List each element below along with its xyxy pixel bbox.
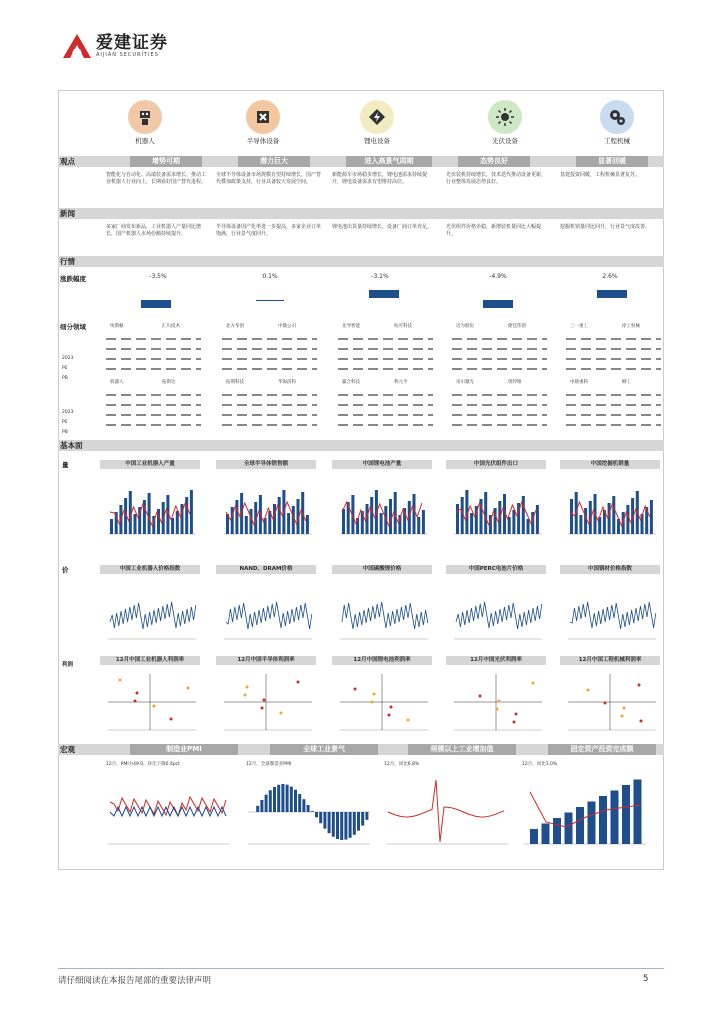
market-pct-2: 0.1%	[262, 273, 278, 280]
subsector-name: 迈为股份	[456, 324, 474, 329]
fund-chart-title: 12月中国光伏利润率	[446, 656, 546, 665]
subsector-figures	[566, 404, 661, 406]
subsector-figures	[338, 394, 433, 396]
subsector-figures	[106, 338, 201, 340]
subsector-label: 细分领域	[60, 323, 86, 331]
fund-chart	[446, 577, 546, 647]
sector-pv: 光伏设备	[470, 100, 540, 145]
fund-chart-title: NAND、DRAM价格	[216, 565, 316, 574]
subsector-figures	[338, 348, 433, 350]
valuation-row-label: PE	[62, 366, 68, 371]
market-pct-3: -3.1%	[371, 273, 389, 280]
subsector-figures	[338, 424, 433, 426]
valuation-row-label: PE	[62, 420, 68, 425]
fund-chart	[332, 668, 432, 738]
subsector-name: 中联重科	[570, 380, 588, 385]
market-label: 涨跌幅度	[60, 275, 86, 283]
fund-chart	[332, 472, 432, 542]
subsector-figures	[338, 404, 433, 406]
subsector-figures	[222, 394, 317, 396]
viewpoint-text-4: 光伏装机持续增长，技术迭代推动设备更新，行业整体发展态势良好。	[446, 172, 547, 185]
subsector-name: 帝尔激光	[456, 380, 474, 385]
subsector-figures	[106, 394, 201, 396]
sector-lithium: 锂电设备	[342, 100, 412, 145]
macro-chart	[240, 772, 376, 862]
fund-row-price: 价	[62, 566, 69, 574]
subsector-figures	[222, 424, 317, 426]
market-bar-1	[141, 300, 171, 308]
subsector-name: 奥特维	[508, 380, 522, 385]
subsector-figures	[452, 414, 547, 416]
macro-chart	[378, 772, 514, 862]
fund-chart	[216, 577, 316, 647]
battery-icon	[360, 100, 394, 134]
gear-icon	[600, 100, 634, 134]
chip-icon	[246, 100, 280, 134]
valuation-row-label: 2023	[62, 356, 74, 361]
subsector-name: 捷佳伟创	[508, 324, 526, 329]
viewpoint-pill-1: 增势可期	[130, 156, 202, 167]
section-macro: 宏观 制造业PMI 全球工业景气 规模以上工业增加值 固定资产投资完成额	[58, 744, 664, 755]
subsector-figures	[452, 368, 547, 370]
subsector-name: 赢合科技	[342, 380, 360, 385]
subsector-figures	[566, 338, 661, 340]
fund-chart-title: 中国工业机器人价格指数	[100, 565, 200, 574]
subsector-figures	[222, 358, 317, 360]
subsector-figures	[106, 368, 201, 370]
subsector-figures	[222, 368, 317, 370]
fund-chart	[560, 668, 660, 738]
fund-chart	[216, 472, 316, 542]
sector-machinery: 工程机械	[582, 100, 652, 145]
subsector-name: 拓斯达	[162, 380, 176, 385]
macro-note: 12月，同比6.8%	[384, 762, 420, 767]
news-text-1: 多家厂商发布新品，工业机器人产量同比增长，国产机器人市场份额持续提升。	[106, 224, 202, 237]
subsector-name: 利元亨	[394, 380, 408, 385]
fund-row-volume: 量	[62, 461, 69, 469]
company-logo	[62, 33, 168, 59]
fund-chart-title: 中国光伏组件出口	[446, 460, 546, 469]
viewpoint-text-5: 基建投资回暖，工程机械显著复苏。	[560, 172, 641, 178]
viewpoint-pill-5: 显著回暖	[576, 156, 648, 167]
sun-icon	[488, 100, 522, 134]
robot-icon	[128, 100, 162, 134]
subsector-name: 柳工	[622, 380, 631, 385]
subsector-name: 机器人	[110, 380, 124, 385]
market-bar-2	[256, 300, 284, 301]
sector-semi: 半导体设备	[228, 100, 298, 145]
section-viewpoint: 观点 增势可期 潜力巨大 进入高景气周期 态势良好 显著回暖	[58, 156, 664, 167]
viewpoint-text-3: 新能源车市场稳步增长，锂电池需求持续提升，锂电设备需求有望维持高位。	[332, 172, 428, 185]
news-text-4: 光伏组件价格企稳，新增装机量同比大幅提升。	[446, 224, 542, 237]
subsector-name: 北方华创	[226, 324, 244, 329]
logo-en: AIJIAN SECURITIES	[96, 52, 159, 58]
macro-chart	[516, 772, 652, 862]
viewpoint-pill-3: 进入高景气周期	[346, 156, 432, 167]
page-number: 5	[643, 974, 649, 984]
news-text-2: 半导体设备国产化率进一步提高，多家企业订单饱满，行业景气度回升。	[216, 224, 322, 237]
subsector-name: 徐工机械	[622, 324, 640, 329]
subsector-figures	[566, 368, 661, 370]
subsector-figures	[106, 404, 201, 406]
subsector-name: 埃斯顿	[110, 324, 124, 329]
fund-chart	[100, 668, 200, 738]
subsector-figures	[566, 358, 661, 360]
macro-pill-4: 固定资产投资完成额	[548, 744, 656, 755]
subsector-figures	[222, 348, 317, 350]
logo-icon	[62, 33, 92, 59]
fund-chart	[560, 472, 660, 542]
market-pct-4: -4.9%	[489, 273, 507, 280]
fund-chart-title: 中国挖掘机销量	[560, 460, 660, 469]
footer-disclaimer: 请仔细阅读在本报告尾部的重要法律声明	[58, 976, 212, 986]
macro-note: 12月，同比3.0%	[522, 762, 558, 767]
section-market: 行情	[58, 256, 664, 267]
section-fundamentals: 基本面	[58, 440, 664, 451]
subsector-figures	[338, 338, 433, 340]
subsector-figures	[106, 348, 201, 350]
subsector-figures	[338, 358, 433, 360]
subsector-name: 汇川技术	[162, 324, 180, 329]
fund-chart-title: 中国PERC电池片价格	[446, 565, 546, 574]
market-pct-1: -3.5%	[149, 273, 167, 280]
footer-divider	[58, 968, 664, 969]
market-bar-3	[369, 290, 399, 298]
subsector-name: 华海清科	[278, 380, 296, 385]
fund-chart-title: 12月中国工程机械利润率	[560, 656, 660, 665]
fund-chart	[216, 668, 316, 738]
fund-chart-title: 中国钢材价格指数	[560, 565, 660, 574]
fund-chart	[446, 668, 546, 738]
sector-icons	[110, 100, 650, 150]
fund-chart-title: 中国锂电池产量	[332, 460, 432, 469]
macro-note: 12月，PMI为49.0，环比下降0.4pct	[106, 762, 180, 767]
fund-chart-title: 中国工业机器人产量	[100, 460, 200, 469]
subsector-figures	[566, 414, 661, 416]
news-text-3: 锂电池出货量持续增长，设备厂商订单充足。	[332, 224, 433, 230]
subsector-figures	[452, 394, 547, 396]
subsector-figures	[566, 394, 661, 396]
subsector-figures	[566, 348, 661, 350]
logo-cn: 爱建证券	[96, 33, 168, 53]
subsector-figures	[452, 338, 547, 340]
fund-chart	[332, 577, 432, 647]
news-text-5: 挖掘机销量同比回升，行业景气度改善。	[560, 224, 651, 230]
market-bar-4	[483, 300, 513, 308]
subsector-figures	[338, 414, 433, 416]
valuation-row-label: 2023	[62, 410, 74, 415]
section-news: 新闻	[58, 208, 664, 219]
subsector-name: 先导智能	[342, 324, 360, 329]
macro-pill-1: 制造业PMI	[130, 744, 238, 755]
fund-chart	[560, 577, 660, 647]
subsector-figures	[222, 404, 317, 406]
fund-chart-title: 12月中国锂电池利润率	[332, 656, 432, 665]
subsector-name: 三一重工	[570, 324, 588, 329]
macro-pill-2: 全球工业景气	[270, 744, 378, 755]
fund-chart-title: 中国碳酸锂价格	[332, 565, 432, 574]
fund-chart-title: 12月中国工业机器人利润率	[100, 656, 200, 665]
subsector-figures	[222, 414, 317, 416]
macro-chart	[100, 772, 236, 862]
subsector-figures	[452, 348, 547, 350]
valuation-row-label: PB	[62, 376, 68, 381]
subsector-name: 拓荆科技	[226, 380, 244, 385]
sector-robot: 机器人	[110, 100, 180, 145]
macro-note: 12月，全球制造业PMI	[246, 762, 292, 767]
fund-chart	[446, 472, 546, 542]
subsector-figures	[106, 358, 201, 360]
subsector-figures	[566, 424, 661, 426]
subsector-figures	[106, 424, 201, 426]
subsector-figures	[222, 338, 317, 340]
subsector-name: 中微公司	[278, 324, 296, 329]
subsector-figures	[452, 404, 547, 406]
market-pct-5: 2.6%	[602, 273, 618, 280]
fund-chart	[100, 577, 200, 647]
subsector-figures	[338, 368, 433, 370]
market-bar-5	[597, 290, 627, 298]
viewpoint-text-1: 智能化与自动化、高端装备需求增长，推动工业机器人行业向上，长期看好国产替代进程。	[106, 172, 207, 185]
viewpoint-pill-2: 潜力巨大	[238, 156, 310, 167]
viewpoint-pill-4: 态势良好	[458, 156, 530, 167]
macro-pill-3: 规模以上工业增加值	[408, 744, 516, 755]
subsector-name: 杭可科技	[394, 324, 412, 329]
fund-chart	[100, 472, 200, 542]
subsector-figures	[452, 358, 547, 360]
fund-chart-title: 12月中国半导体利润率	[216, 656, 316, 665]
fund-chart-title: 全球半导体销售额	[216, 460, 316, 469]
fund-row-margin: 利润	[62, 662, 74, 668]
valuation-row-label: PB	[62, 430, 68, 435]
viewpoint-text-2: 全球半导体设备市场规模有望持续增长，国产替代叠加政策支持，行业具备较大发展空间。	[216, 172, 322, 185]
subsector-figures	[106, 414, 201, 416]
subsector-figures	[452, 424, 547, 426]
